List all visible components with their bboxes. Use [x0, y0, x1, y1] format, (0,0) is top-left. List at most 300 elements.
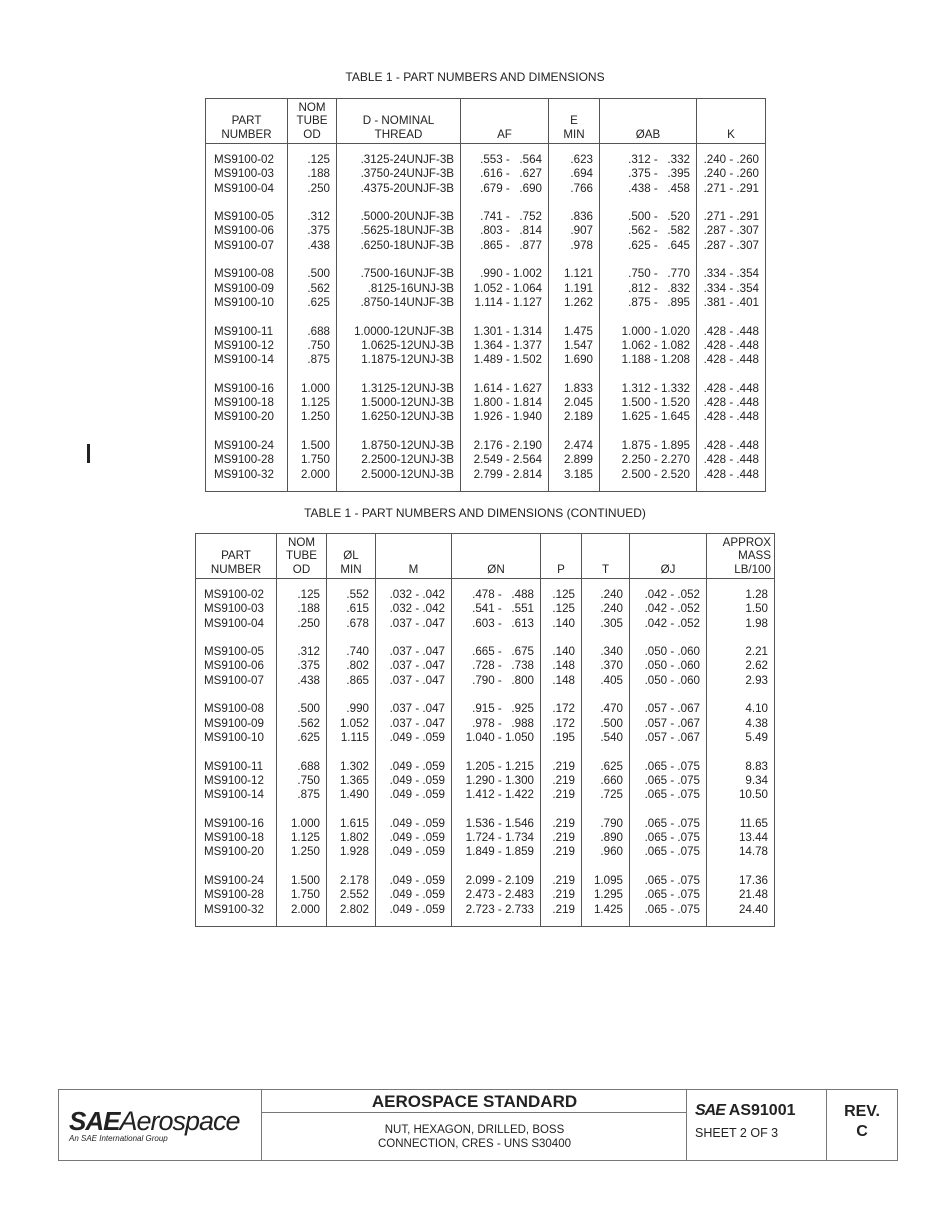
spacer-cell: [541, 745, 582, 759]
dimension-cell: .865 - .877: [461, 239, 549, 253]
spacer-cell: [630, 802, 707, 816]
dimension-cell: .065 - .075: [630, 874, 707, 888]
spacer-row: [206, 196, 766, 210]
spacer-cell: [549, 482, 600, 492]
dimension-cell: .625: [288, 296, 337, 310]
dimension-cell: 2.474: [549, 439, 600, 453]
dimension-cell: 1.052: [327, 717, 376, 731]
document-number-cell: [686, 1090, 827, 1160]
spacer-cell: [697, 144, 766, 154]
part-number-cell: MS9100-08: [196, 702, 277, 716]
dimension-cell: 1.250: [288, 410, 337, 424]
dimension-cell: .865: [327, 674, 376, 688]
dimension-cell: 2.93: [707, 674, 775, 688]
table-row: [206, 439, 766, 453]
dimension-cell: 1.000: [277, 817, 327, 831]
part-number-cell: MS9100-05: [206, 210, 288, 224]
dimension-cell: 1.928: [327, 845, 376, 859]
table-row: [206, 282, 766, 296]
revision-value: C: [856, 1123, 868, 1140]
dimension-cell: 14.78: [707, 845, 775, 859]
dimension-cell: 1.052 - 1.064: [461, 282, 549, 296]
dimension-cell: 2.178: [327, 874, 376, 888]
dimension-cell: .500 - .520: [600, 210, 697, 224]
spacer-cell: [461, 196, 549, 210]
spacer-cell: [337, 425, 461, 439]
dimension-cell: .8750-14UNJF-3B: [337, 296, 461, 310]
spacer-cell: [549, 196, 600, 210]
spacer-cell: [288, 253, 337, 267]
part-number-cell: MS9100-03: [196, 602, 277, 616]
spacer-cell: [277, 802, 327, 816]
dimension-cell: .960: [582, 845, 630, 859]
dimension-cell: .5000-20UNJF-3B: [337, 210, 461, 224]
dimension-cell: .140: [541, 645, 582, 659]
revision-cell: [826, 1090, 897, 1160]
dimension-cell: .3125-24UNJF-3B: [337, 153, 461, 167]
dimension-cell: .6250-18UNJF-3B: [337, 239, 461, 253]
part-number-cell: MS9100-14: [196, 788, 277, 802]
dimension-cell: 2.5000-12UNJ-3B: [337, 468, 461, 482]
dimension-cell: .049 - .059: [376, 903, 452, 917]
dimension-cell: .375 - .395: [600, 167, 697, 181]
spacer-cell: [288, 196, 337, 210]
table-row: [196, 774, 775, 788]
spacer-cell: [337, 253, 461, 267]
part-number-cell: MS9100-07: [196, 674, 277, 688]
dimension-cell: 1.191: [549, 282, 600, 296]
column-header: PART NUMBER: [196, 534, 277, 579]
table-row: [206, 167, 766, 181]
dimension-cell: .978 - .988: [452, 717, 541, 731]
dimension-cell: 1.365: [327, 774, 376, 788]
dimension-cell: 1.802: [327, 831, 376, 845]
table-row: [196, 674, 775, 688]
dimension-cell: 1.28: [707, 588, 775, 602]
part-number-cell: MS9100-16: [196, 817, 277, 831]
spacer-cell: [541, 917, 582, 927]
dimension-cell: .438: [288, 239, 337, 253]
column-header: NOM TUBE OD: [277, 534, 327, 579]
part-number-cell: MS9100-12: [196, 774, 277, 788]
dimension-cell: 1.690: [549, 353, 600, 367]
dimension-cell: 1.0000-12UNJF-3B: [337, 325, 461, 339]
table-row: [206, 153, 766, 167]
dimension-cell: .049 - .059: [376, 774, 452, 788]
spacer-cell: [206, 253, 288, 267]
spacer-cell: [541, 860, 582, 874]
dimension-cell: 1.98: [707, 617, 775, 631]
dimension-cell: .219: [541, 788, 582, 802]
dimension-cell: 1.125: [288, 396, 337, 410]
spacer-cell: [461, 425, 549, 439]
dimension-cell: 1.833: [549, 382, 600, 396]
table-row: [196, 760, 775, 774]
spacer-cell: [707, 802, 775, 816]
part-number-cell: MS9100-09: [206, 282, 288, 296]
table-row: [206, 382, 766, 396]
table-row: [196, 645, 775, 659]
dimension-cell: .470: [582, 702, 630, 716]
header-row: [206, 99, 766, 144]
dimension-cell: 1.6250-12UNJ-3B: [337, 410, 461, 424]
dimension-cell: .240: [582, 602, 630, 616]
dimension-cell: .057 - .067: [630, 731, 707, 745]
spacer-cell: [549, 367, 600, 381]
dimension-cell: .049 - .059: [376, 831, 452, 845]
dimension-cell: 1.1875-12UNJ-3B: [337, 353, 461, 367]
dimension-cell: .812 - .832: [600, 282, 697, 296]
dimension-cell: 17.36: [707, 874, 775, 888]
dimension-cell: 1.800 - 1.814: [461, 396, 549, 410]
spacer-cell: [707, 579, 775, 589]
dimension-cell: .990: [327, 702, 376, 716]
table-row: [196, 845, 775, 859]
dimension-cell: .049 - .059: [376, 874, 452, 888]
spacer-cell: [206, 196, 288, 210]
dimension-cell: .728 - .738: [452, 659, 541, 673]
spacer-row: [206, 253, 766, 267]
spacer-cell: [697, 253, 766, 267]
table1-caption: TABLE 1 - PART NUMBERS AND DIMENSIONS: [345, 70, 605, 84]
part-number-cell: MS9100-24: [206, 439, 288, 453]
dimension-cell: 10.50: [707, 788, 775, 802]
spacer-cell: [582, 860, 630, 874]
dimension-cell: .741 - .752: [461, 210, 549, 224]
spacer-cell: [196, 631, 277, 645]
table-row: [206, 468, 766, 482]
dimension-cell: 1.295: [582, 888, 630, 902]
spacer-cell: [630, 631, 707, 645]
dimension-cell: .381 - .401: [697, 296, 766, 310]
spacer-cell: [600, 482, 697, 492]
document-subtitle-line1: NUT, HEXAGON, DRILLED, BOSS: [384, 1124, 565, 1136]
column-header: ØL MIN: [327, 534, 376, 579]
spacer-cell: [452, 579, 541, 589]
dimension-cell: 2.62: [707, 659, 775, 673]
column-header: ØAB: [600, 99, 697, 144]
dimension-cell: .540: [582, 731, 630, 745]
column-header: D - NOMINAL THREAD: [337, 99, 461, 144]
part-number-cell: MS9100-11: [206, 325, 288, 339]
dimension-cell: .428 - .448: [697, 468, 766, 482]
part-number-cell: MS9100-14: [206, 353, 288, 367]
dimension-cell: .125: [277, 588, 327, 602]
dimension-cell: .240 - .260: [697, 167, 766, 181]
spacer-cell: [196, 802, 277, 816]
spacer-cell: [452, 631, 541, 645]
table-row: [196, 659, 775, 673]
dimension-cell: .148: [541, 659, 582, 673]
dimension-cell: .562 - .582: [600, 224, 697, 238]
spacer-cell: [376, 631, 452, 645]
dimension-cell: 1.489 - 1.502: [461, 353, 549, 367]
dimension-cell: .375: [277, 659, 327, 673]
spacer-cell: [452, 860, 541, 874]
dimension-cell: .500: [288, 267, 337, 281]
spacer-cell: [288, 144, 337, 154]
dimension-cell: .037 - .047: [376, 645, 452, 659]
spacer-cell: [277, 860, 327, 874]
table-row: [196, 588, 775, 602]
dimension-cell: 1.062 - 1.082: [600, 339, 697, 353]
table-row: [206, 325, 766, 339]
dimension-cell: .553 - .564: [461, 153, 549, 167]
part-number-cell: MS9100-06: [206, 224, 288, 238]
dimension-cell: .240 - .260: [697, 153, 766, 167]
spacer-cell: [697, 425, 766, 439]
part-number-cell: MS9100-24: [196, 874, 277, 888]
dimension-cell: .678: [327, 617, 376, 631]
dimension-cell: 1.875 - 1.895: [600, 439, 697, 453]
spacer-cell: [461, 482, 549, 492]
dimension-cell: .375: [288, 224, 337, 238]
spacer-cell: [376, 745, 452, 759]
spacer-row: [206, 310, 766, 324]
dimension-cell: .065 - .075: [630, 817, 707, 831]
table-row: [206, 410, 766, 424]
dimension-cell: 1.614 - 1.627: [461, 382, 549, 396]
dimension-cell: 1.095: [582, 874, 630, 888]
sheet-number: SHEET 2 OF 3: [695, 1126, 779, 1140]
dimension-cell: .287 - .307: [697, 224, 766, 238]
spacer-cell: [452, 688, 541, 702]
dimension-cell: .065 - .075: [630, 888, 707, 902]
spacer-cell: [206, 367, 288, 381]
column-header: K: [697, 99, 766, 144]
spacer-row: [196, 802, 775, 816]
spacer-cell: [337, 196, 461, 210]
spacer-row: [196, 745, 775, 759]
dimension-cell: .219: [541, 760, 582, 774]
dimension-cell: .688: [277, 760, 327, 774]
table-row: [196, 903, 775, 917]
dimension-cell: 1.114 - 1.127: [461, 296, 549, 310]
part-number-cell: MS9100-28: [196, 888, 277, 902]
dimension-cell: 2.045: [549, 396, 600, 410]
dimension-cell: .688: [288, 325, 337, 339]
spacer-cell: [549, 144, 600, 154]
change-bar: [87, 444, 90, 463]
title-cell: [261, 1090, 687, 1160]
table-row: [196, 874, 775, 888]
column-header: ØJ: [630, 534, 707, 579]
dimension-cell: .334 - .354: [697, 282, 766, 296]
dimension-cell: .065 - .075: [630, 788, 707, 802]
dimension-cell: 1.475: [549, 325, 600, 339]
dimension-cell: 1.926 - 1.940: [461, 410, 549, 424]
spacer-cell: [600, 144, 697, 154]
dimension-cell: .790 - .800: [452, 674, 541, 688]
column-header: APPROX MASS LB/100: [707, 534, 775, 579]
spacer-cell: [327, 745, 376, 759]
dimension-cell: 1.500 - 1.520: [600, 396, 697, 410]
dimension-cell: .125: [541, 588, 582, 602]
spacer-cell: [376, 917, 452, 927]
dimension-cell: .219: [541, 774, 582, 788]
spacer-cell: [582, 579, 630, 589]
table-row: [196, 717, 775, 731]
dimension-cell: 1.615: [327, 817, 376, 831]
part-number-cell: MS9100-09: [196, 717, 277, 731]
spacer-cell: [337, 310, 461, 324]
dimension-cell: .065 - .075: [630, 845, 707, 859]
header-row: [196, 534, 775, 579]
dimension-cell: 1.125: [277, 831, 327, 845]
dimension-cell: 1.500: [277, 874, 327, 888]
spacer-cell: [541, 631, 582, 645]
dimension-cell: 2.552: [327, 888, 376, 902]
dimension-cell: .057 - .067: [630, 702, 707, 716]
dimension-cell: .875: [288, 353, 337, 367]
dimension-cell: 2.899: [549, 453, 600, 467]
dimension-cell: .219: [541, 874, 582, 888]
dimension-cell: 1.425: [582, 903, 630, 917]
dimension-cell: .625: [582, 760, 630, 774]
dimension-cell: .428 - .448: [697, 410, 766, 424]
dimension-cell: .037 - .047: [376, 702, 452, 716]
dimension-cell: .049 - .059: [376, 788, 452, 802]
dimension-cell: 1.750: [277, 888, 327, 902]
dimension-cell: .428 - .448: [697, 325, 766, 339]
dimension-cell: 1.412 - 1.422: [452, 788, 541, 802]
table-row: [206, 396, 766, 410]
dimension-cell: 1.250: [277, 845, 327, 859]
column-header: ØN: [452, 534, 541, 579]
logo-sae-text: SAE: [69, 1106, 120, 1136]
dimension-cell: .750: [277, 774, 327, 788]
dimension-cell: .694: [549, 167, 600, 181]
dimension-cell: 2.549 - 2.564: [461, 453, 549, 467]
spacer-cell: [541, 802, 582, 816]
table-row: [206, 267, 766, 281]
spacer-cell: [707, 860, 775, 874]
dimension-cell: .915 - .925: [452, 702, 541, 716]
dimension-cell: .049 - .059: [376, 817, 452, 831]
dimension-cell: 2.500 - 2.520: [600, 468, 697, 482]
dimension-cell: .478 - .488: [452, 588, 541, 602]
dimension-cell: 2.250 - 2.270: [600, 453, 697, 467]
table-row: [196, 731, 775, 745]
dimension-cell: .803 - .814: [461, 224, 549, 238]
part-number-cell: MS9100-04: [196, 617, 277, 631]
dimension-cell: .312: [277, 645, 327, 659]
part-number-cell: MS9100-16: [206, 382, 288, 396]
table-row: [206, 210, 766, 224]
dimension-cell: .603 - .613: [452, 617, 541, 631]
dimension-cell: .428 - .448: [697, 339, 766, 353]
dimension-cell: .287 - .307: [697, 239, 766, 253]
dimension-cell: .032 - .042: [376, 588, 452, 602]
column-header: PART NUMBER: [206, 99, 288, 144]
dimension-cell: .271 - .291: [697, 210, 766, 224]
dimension-cell: .037 - .047: [376, 674, 452, 688]
dimension-cell: .623: [549, 153, 600, 167]
dimension-cell: 1.040 - 1.050: [452, 731, 541, 745]
spacer-cell: [327, 688, 376, 702]
column-header: NOM TUBE OD: [288, 99, 337, 144]
spacer-cell: [196, 917, 277, 927]
dimension-cell: .050 - .060: [630, 674, 707, 688]
dimension-cell: 2.799 - 2.814: [461, 468, 549, 482]
dimension-cell: .625 - .645: [600, 239, 697, 253]
dimension-cell: .037 - .047: [376, 659, 452, 673]
dimension-cell: .188: [277, 602, 327, 616]
dimension-cell: 13.44: [707, 831, 775, 845]
spacer-cell: [327, 579, 376, 589]
spacer-cell: [288, 367, 337, 381]
part-number-cell: MS9100-18: [196, 831, 277, 845]
dimension-cell: 1.262: [549, 296, 600, 310]
spacer-cell: [630, 917, 707, 927]
dimension-cell: .660: [582, 774, 630, 788]
dimension-cell: 1.115: [327, 731, 376, 745]
spacer-cell: [277, 631, 327, 645]
dimension-cell: 1.312 - 1.332: [600, 382, 697, 396]
dimension-cell: .172: [541, 717, 582, 731]
doc-sae-logo: SAE: [695, 1102, 725, 1119]
spacer-cell: [376, 802, 452, 816]
spacer-cell: [376, 579, 452, 589]
dimension-cell: .4375-20UNJF-3B: [337, 182, 461, 196]
part-number-cell: MS9100-11: [196, 760, 277, 774]
dimension-cell: .428 - .448: [697, 382, 766, 396]
dimension-cell: 9.34: [707, 774, 775, 788]
spacer-row: [196, 860, 775, 874]
spacer-cell: [206, 144, 288, 154]
spacer-row: [196, 579, 775, 589]
part-number-cell: MS9100-08: [206, 267, 288, 281]
column-header: M: [376, 534, 452, 579]
dimension-cell: .065 - .075: [630, 903, 707, 917]
dimension-cell: .7500-16UNJF-3B: [337, 267, 461, 281]
logo-subtitle: An SAE International Group: [69, 1134, 168, 1143]
dimension-cell: .740: [327, 645, 376, 659]
dimension-cell: 3.185: [549, 468, 600, 482]
dimension-cell: .065 - .075: [630, 774, 707, 788]
dimension-cell: .042 - .052: [630, 617, 707, 631]
table-row: [206, 296, 766, 310]
dimension-cell: 1.3125-12UNJ-3B: [337, 382, 461, 396]
spacer-cell: [600, 310, 697, 324]
dimension-cell: 21.48: [707, 888, 775, 902]
dimension-cell: 2.21: [707, 645, 775, 659]
dimension-cell: .428 - .448: [697, 453, 766, 467]
part-number-cell: MS9100-20: [206, 410, 288, 424]
dimension-cell: .370: [582, 659, 630, 673]
spacer-cell: [288, 310, 337, 324]
dimension-cell: 1.0625-12UNJ-3B: [337, 339, 461, 353]
dimension-cell: .541 - .551: [452, 602, 541, 616]
dimension-cell: .428 - .448: [697, 396, 766, 410]
spacer-cell: [461, 367, 549, 381]
dimension-cell: 1.205 - 1.215: [452, 760, 541, 774]
spacer-cell: [461, 310, 549, 324]
part-number-cell: MS9100-12: [206, 339, 288, 353]
column-header: P: [541, 534, 582, 579]
spacer-row: [206, 367, 766, 381]
spacer-cell: [582, 631, 630, 645]
spacer-cell: [327, 802, 376, 816]
dimension-cell: 1.490: [327, 788, 376, 802]
dimension-cell: .750: [288, 339, 337, 353]
spacer-cell: [206, 310, 288, 324]
revision-label: REV.: [844, 1103, 880, 1120]
spacer-cell: [337, 482, 461, 492]
spacer-cell: [376, 688, 452, 702]
dimension-cell: .3750-24UNJF-3B: [337, 167, 461, 181]
dimension-cell: .312: [288, 210, 337, 224]
